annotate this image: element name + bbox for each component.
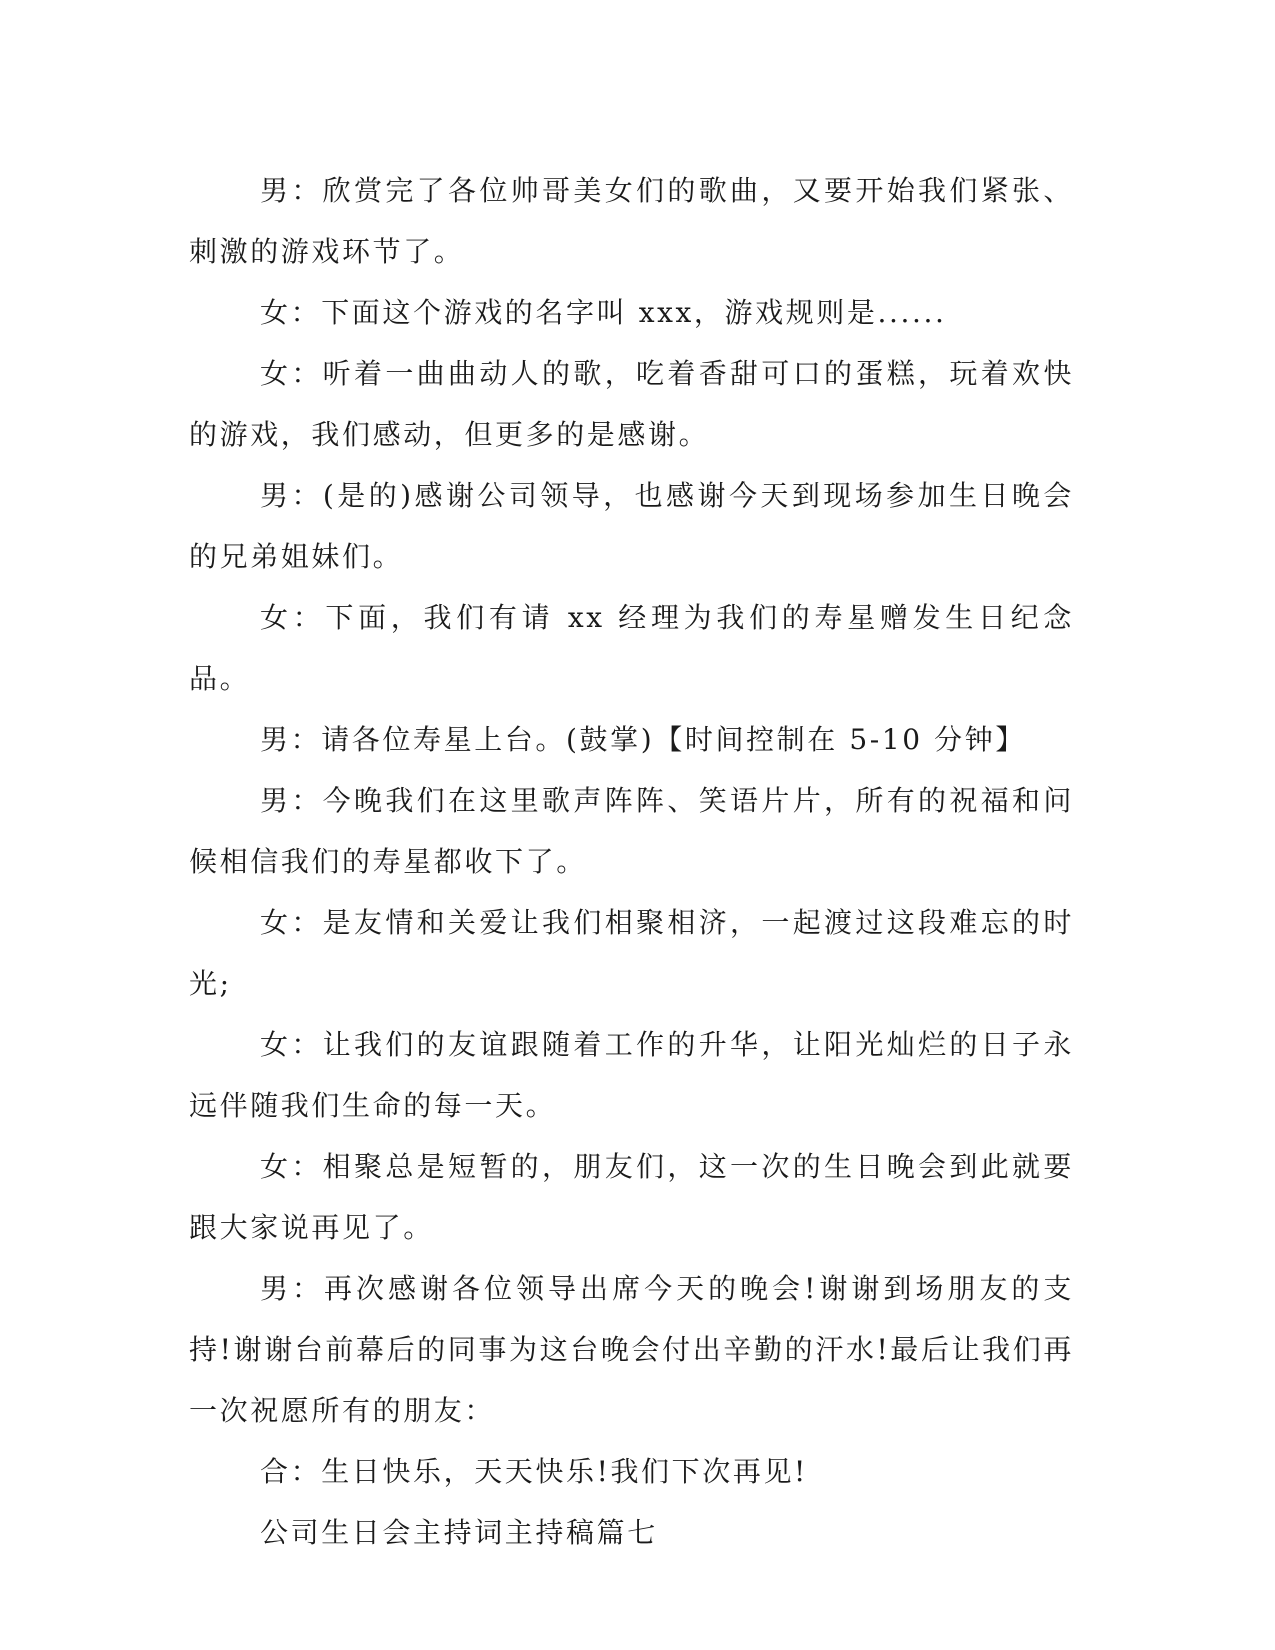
- paragraph: 女：下面这个游戏的名字叫 xxx，游戏规则是......: [260, 296, 947, 329]
- paragraph: 男：欣赏完了各位帅哥美女们的歌曲，又要开始我们紧张、刺激的游戏环节了。: [189, 174, 1074, 268]
- paragraph: 女：让我们的友谊跟随着工作的升华，让阳光灿烂的日子永远伴随我们生命的每一天。: [189, 1028, 1074, 1122]
- section-heading: 公司生日会主持词主持稿篇七: [260, 1516, 658, 1549]
- paragraph: 女：是友情和关爱让我们相聚相济，一起渡过这段难忘的时光;: [189, 906, 1074, 1000]
- document-body: [189, 160, 1074, 1563]
- paragraph: 男：请各位寿星上台。(鼓掌)【时间控制在 5-10 分钟】: [260, 723, 1026, 756]
- paragraph: 合：生日快乐，天天快乐!我们下次再见!: [260, 1455, 808, 1488]
- paragraph: 男：再次感谢各位领导出席今天的晚会!谢谢到场朋友的支持!谢谢台前幕后的同事为这台晚会付出辛勤的汗水!最后让我们再一次祝愿所有的朋友：: [189, 1272, 1074, 1427]
- paragraph: 女：听着一曲曲动人的歌，吃着香甜可口的蛋糕，玩着欢快的游戏，我们感动，但更多的是感谢。: [189, 357, 1074, 451]
- paragraph: 男：(是的)感谢公司领导，也感谢今天到现场参加生日晚会的兄弟姐妹们。: [189, 479, 1074, 573]
- paragraph: 女：相聚总是短暂的，朋友们，这一次的生日晚会到此就要跟大家说再见了。: [189, 1150, 1074, 1244]
- paragraph: 女：下面，我们有请 xx 经理为我们的寿星赠发生日纪念品。: [189, 601, 1074, 695]
- paragraph: 男：今晚我们在这里歌声阵阵、笑语片片，所有的祝福和问候相信我们的寿星都收下了。: [189, 784, 1074, 878]
